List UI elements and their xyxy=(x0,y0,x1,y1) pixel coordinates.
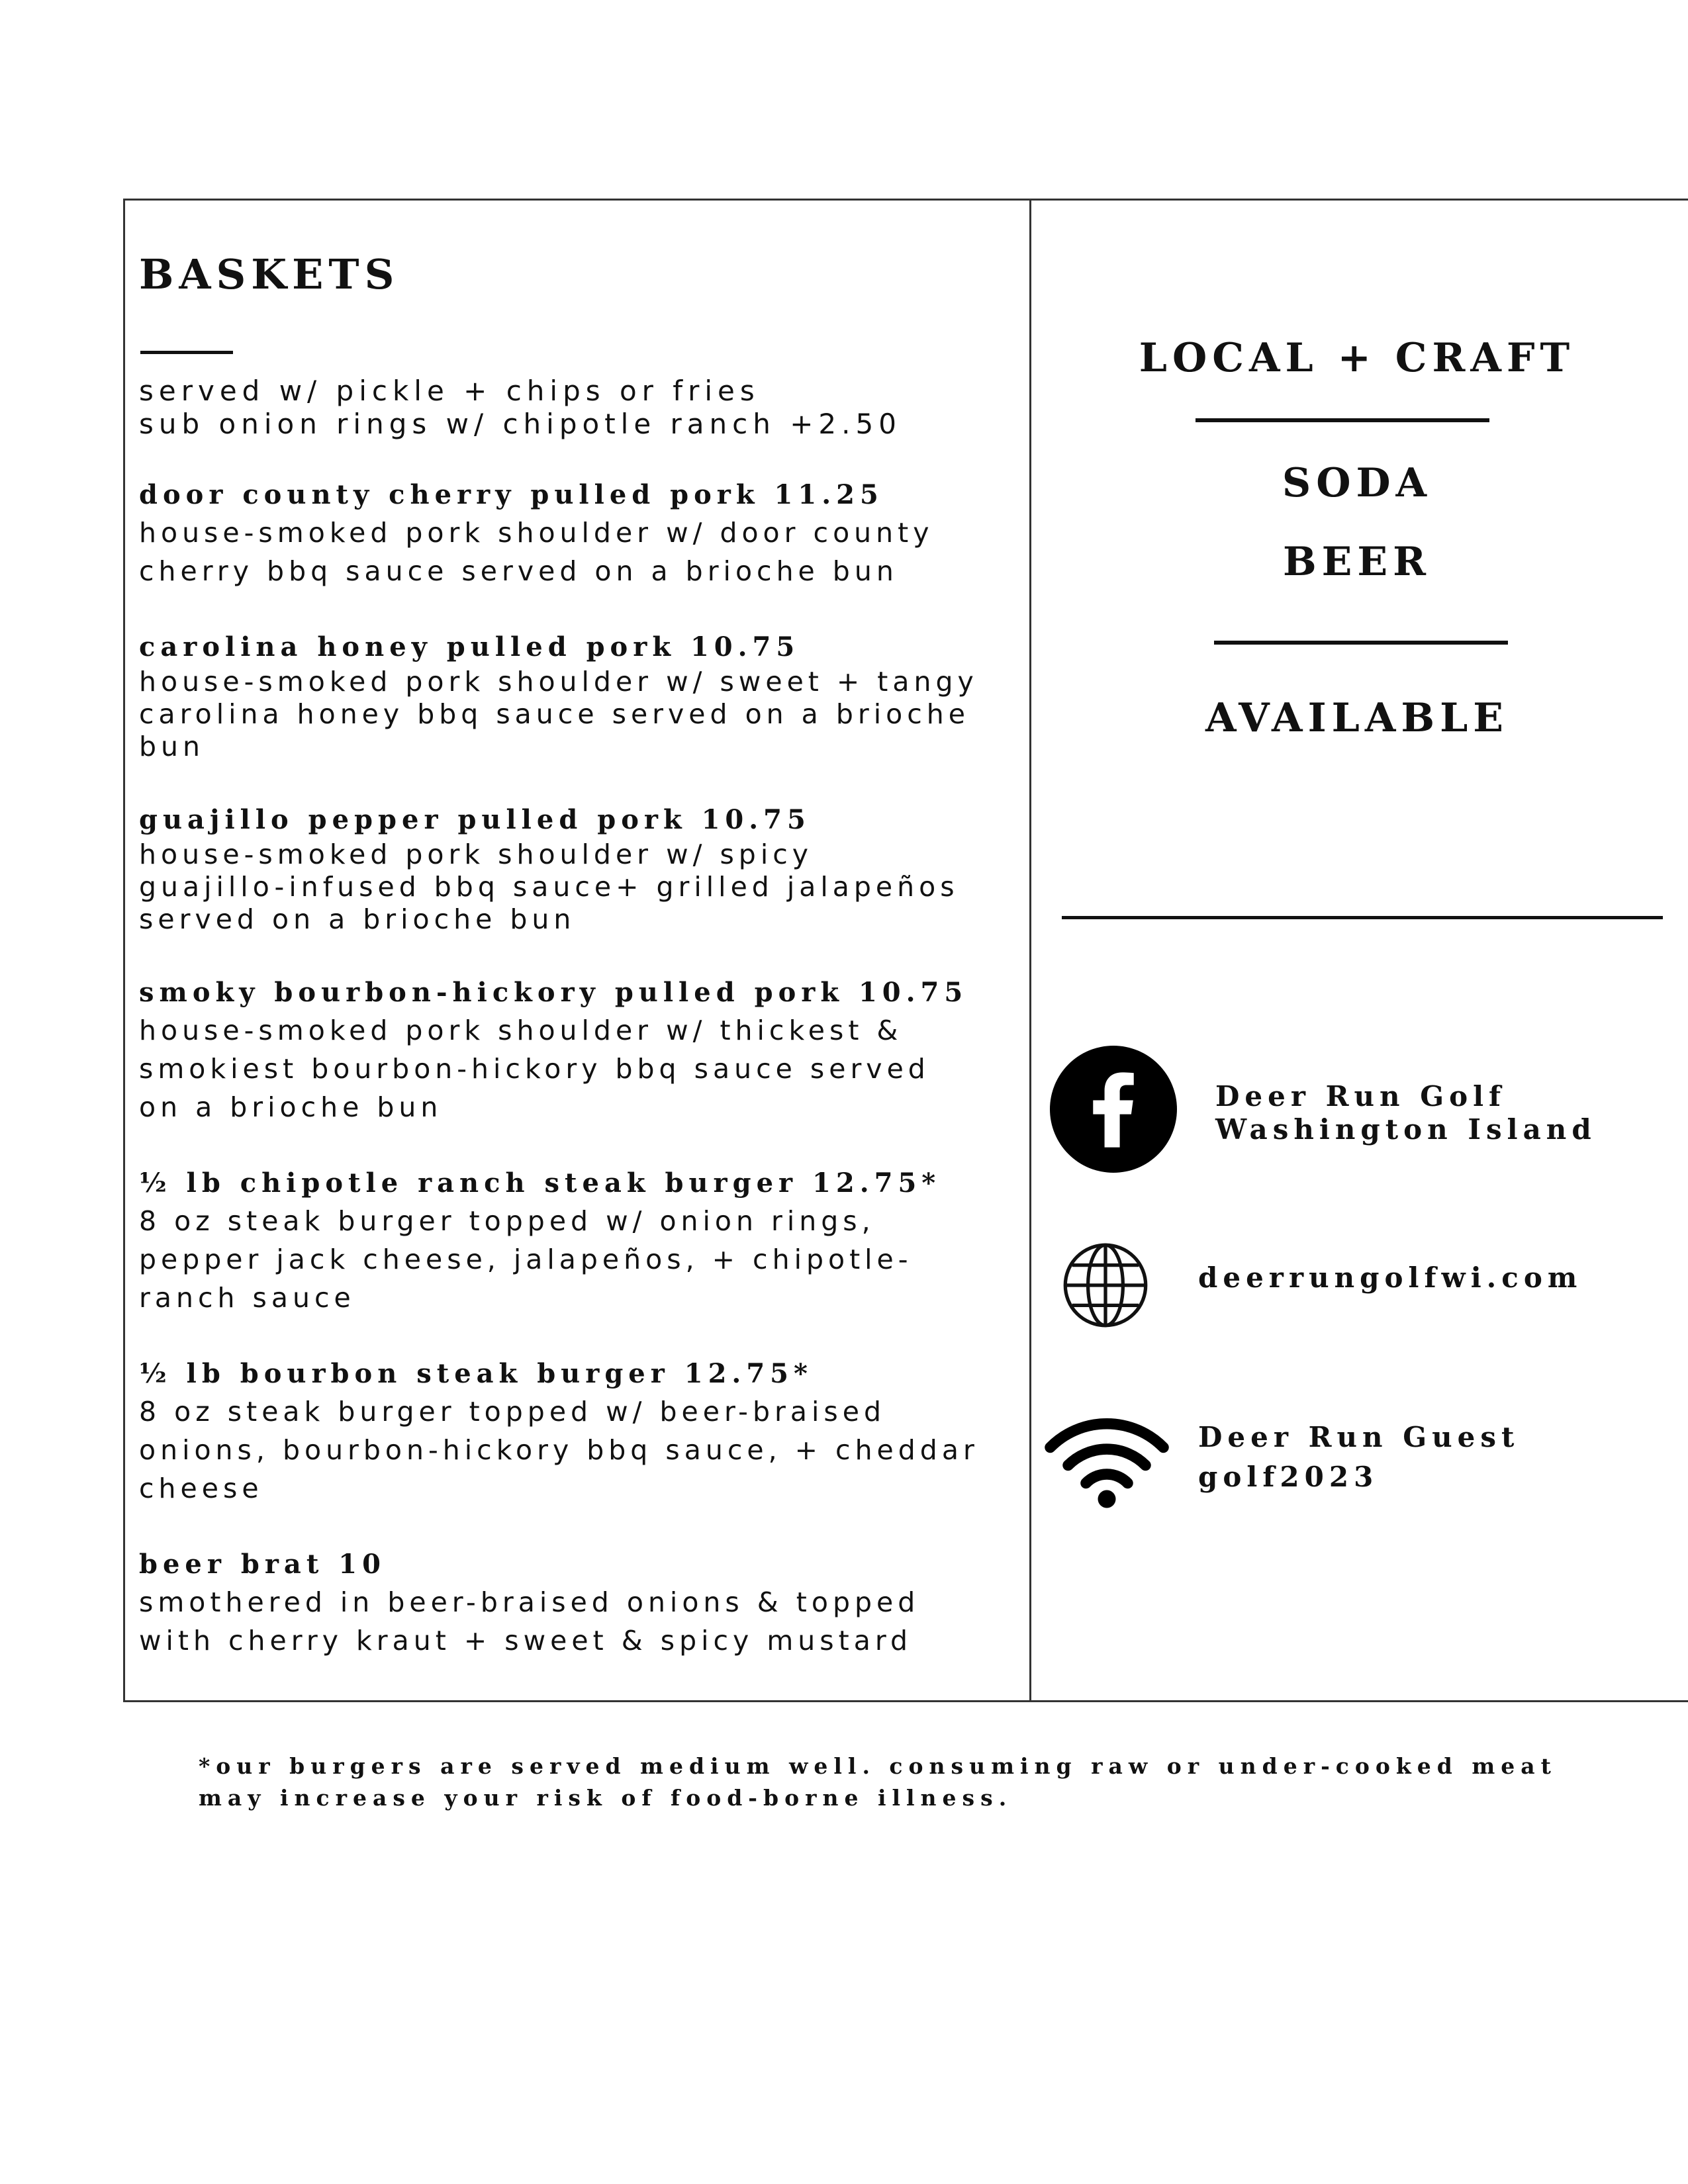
description-line: house-smoked pork shoulder w/ door county xyxy=(139,517,934,549)
menu-item-name: door county cherry pulled pork 11.25 xyxy=(139,479,884,510)
column-divider xyxy=(1029,199,1031,1702)
description-line: 8 oz steak burger topped w/ beer-braised xyxy=(139,1396,886,1428)
drinks-rule-bottom xyxy=(1214,641,1508,645)
menu-item-description xyxy=(139,1202,1019,1317)
wifi-password: golf2023 xyxy=(1198,1461,1379,1493)
menu-item xyxy=(139,1165,1019,1317)
intro-line-substitution: sub onion rings w/ chipotle ranch +2.50 xyxy=(139,408,902,440)
beer-label: BEER xyxy=(1282,539,1432,585)
menu-item-description xyxy=(139,514,1019,590)
menu-item-description xyxy=(139,1583,1019,1660)
drinks-rule-top xyxy=(1196,418,1489,422)
menu-item xyxy=(139,477,1019,590)
description-line: guajillo-infused bbq sauce+ grilled jalapeños xyxy=(139,871,959,903)
description-line: pepper jack cheese, jalapeños, + chipotle- xyxy=(139,1244,913,1275)
menu-item-description xyxy=(139,1011,1019,1126)
wifi-icon xyxy=(1042,1410,1172,1509)
website-link[interactable]: deerrungolfwi.com xyxy=(1198,1261,1583,1294)
description-line: served on a brioche bun xyxy=(139,903,576,935)
soda-label: SODA xyxy=(1282,460,1432,506)
menu-item-description xyxy=(139,666,1019,763)
menu-item-name: guajillo pepper pulled pork 10.75 xyxy=(139,804,811,835)
description-line: carolina honey bbq sauce served on a brioche xyxy=(139,698,970,730)
intro-line-sides: served w/ pickle + chips or fries xyxy=(139,375,760,407)
menu-item xyxy=(139,629,1019,763)
menu-item-name: ½ lb chipotle ranch steak burger 12.75* xyxy=(139,1167,941,1199)
description-line: smokiest bourbon-hickory bbq sauce served xyxy=(139,1053,930,1085)
heading-underline xyxy=(140,351,233,354)
footnote xyxy=(199,1751,1655,1814)
menu-item xyxy=(139,1355,1019,1508)
available-label: AVAILABLE xyxy=(1205,695,1509,741)
description-line: cheese xyxy=(139,1473,263,1504)
menu-item-name: ½ lb bourbon steak burger 12.75* xyxy=(139,1358,813,1389)
globe-icon xyxy=(1062,1242,1149,1329)
description-line: with cherry kraut + sweet & spicy mustard xyxy=(139,1625,912,1657)
menu-item xyxy=(139,974,1019,1126)
description-line: house-smoked pork shoulder w/ thickest & xyxy=(139,1015,903,1046)
description-line: onions, bourbon-hickory bbq sauce, + cheddar xyxy=(139,1434,979,1466)
description-line: house-smoked pork shoulder w/ sweet + tangy xyxy=(139,666,978,698)
menu-item-name: carolina honey pulled pork 10.75 xyxy=(139,631,800,662)
footnote-line-2: may increase your risk of food-borne illness. xyxy=(199,1785,1013,1811)
menu-item-name: beer brat 10 xyxy=(139,1549,386,1580)
menu-items-list xyxy=(139,477,1019,1698)
footnote-line-1: *our burgers are served medium well. consuming raw or under-cooked meat xyxy=(199,1753,1557,1779)
description-line: cherry bbq sauce served on a brioche bun xyxy=(139,555,898,587)
facebook-handle xyxy=(1215,1080,1597,1146)
menu-item xyxy=(139,1546,1019,1660)
facebook-line-1: Deer Run Golf xyxy=(1215,1080,1507,1113)
local-craft-heading: LOCAL + CRAFT xyxy=(1139,335,1575,381)
description-line: ranch sauce xyxy=(139,1282,355,1314)
facebook-icon xyxy=(1050,1046,1177,1173)
description-line: on a brioche bun xyxy=(139,1091,443,1123)
section-separator xyxy=(1062,916,1663,919)
menu-item-description xyxy=(139,839,1019,936)
menu-item-name: smoky bourbon-hickory pulled pork 10.75 xyxy=(139,977,968,1008)
wifi-details xyxy=(1198,1418,1519,1497)
baskets-intro xyxy=(139,375,1019,441)
baskets-heading: BASKETS xyxy=(139,250,400,298)
description-line: 8 oz steak burger topped w/ onion rings, xyxy=(139,1205,875,1237)
facebook-line-2: Washington Island xyxy=(1215,1113,1597,1146)
menu-item-description xyxy=(139,1392,1019,1508)
description-line: smothered in beer-braised onions & topped xyxy=(139,1586,920,1618)
wifi-network-name: Deer Run Guest xyxy=(1198,1421,1520,1453)
description-line: house-smoked pork shoulder w/ spicy xyxy=(139,839,814,870)
description-line: bun xyxy=(139,731,205,762)
menu-item xyxy=(139,801,1019,936)
